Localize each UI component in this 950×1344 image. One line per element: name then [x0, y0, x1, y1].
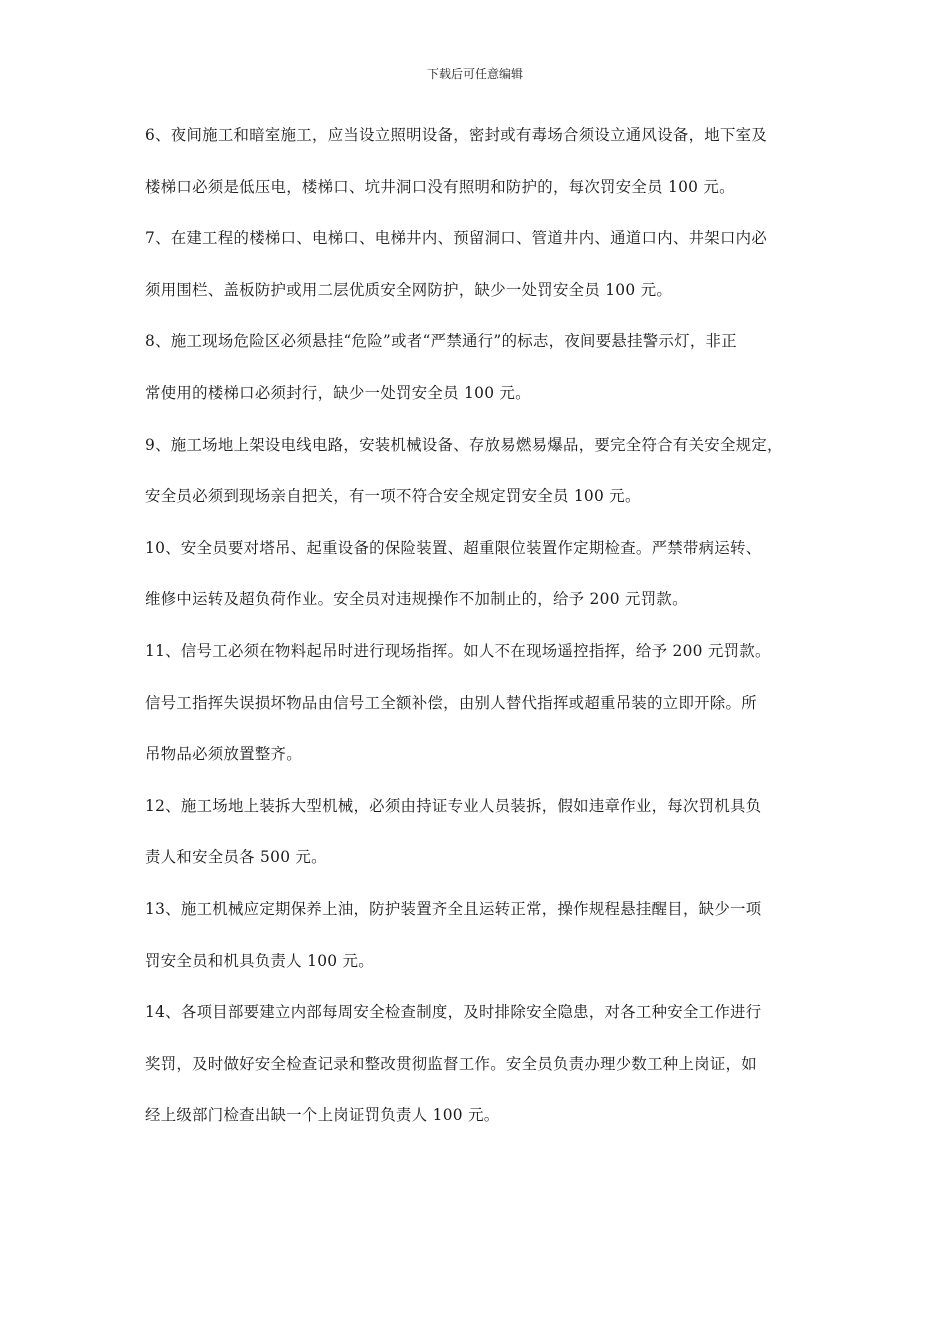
text-line: 责人和安全员各 500 元。 — [145, 848, 327, 867]
text-line: 安全员必须到现场亲自把关，有一项不符合安全规定罚安全员 100 元。 — [145, 487, 641, 506]
text-line: 7、在建工程的楼梯口、电梯口、电梯井内、预留洞口、管道井内、通道口内、井架口内必 — [145, 229, 768, 248]
text-line: 11、信号工必须在物料起吊时进行现场指挥。如人不在现场遥控指挥，给予 200 元罚款。 — [145, 641, 771, 660]
text-line: 奖罚，及时做好安全检查记录和整改贯彻监督工作。安全员负责办理少数工种上岗证，如 — [145, 1054, 757, 1073]
document-body — [145, 124, 825, 1156]
text-line: 楼梯口必须是低压电，楼梯口、坑井洞口没有照明和防护的，每次罚安全员 100 元。 — [145, 177, 735, 196]
text-line: 罚安全员和机具负责人 100 元。 — [145, 951, 374, 970]
text-line: 9、施工场地上架设电线电路，安装机械设备、存放易燃易爆品，要完全符合有关安全规定， — [145, 435, 783, 454]
page-header: 下载后可任意编辑 — [426, 67, 523, 81]
text-line: 10、安全员要对塔吊、起重设备的保险装置、超重限位装置作定期检查。严禁带病运转、 — [145, 538, 762, 557]
text-line: 14、各项目部要建立内部每周安全检查制度，及时排除安全隐患，对各工种安全工作进行 — [145, 1003, 762, 1022]
text-line: 13、施工机械应定期保养上油，防护装置齐全且运转正常，操作规程悬挂醒目，缺少一项 — [145, 899, 762, 918]
text-line: 常使用的楼梯口必须封行，缺少一处罚安全员 100 元。 — [145, 383, 531, 402]
text-line: 8、施工现场危险区必须悬挂“危险”或者“严禁通行”的标志，夜间要悬挂警示灯，非正 — [145, 332, 737, 351]
text-line: 维修中运转及超负荷作业。安全员对违规操作不加制止的，给予 200 元罚款。 — [145, 590, 688, 609]
text-line: 6、夜间施工和暗室施工，应当设立照明设备，密封或有毒场合须设立通风设备，地下室及 — [145, 126, 768, 144]
text-line: 12、施工场地上装拆大型机械，必须由持证专业人员装拆，假如违章作业，每次罚机具负 — [145, 796, 762, 815]
text-line: 经上级部门检查出缺一个上岗证罚负责人 100 元。 — [145, 1106, 500, 1125]
text-line: 吊物品必须放置整齐。 — [145, 745, 302, 764]
text-line: 信号工指挥失误损坏物品由信号工全额补偿，由别人替代指挥或超重吊装的立即开除。所 — [145, 693, 757, 712]
text-line: 须用围栏、盖板防护或用二层优质安全网防护，缺少一处罚安全员 100 元。 — [145, 280, 673, 299]
